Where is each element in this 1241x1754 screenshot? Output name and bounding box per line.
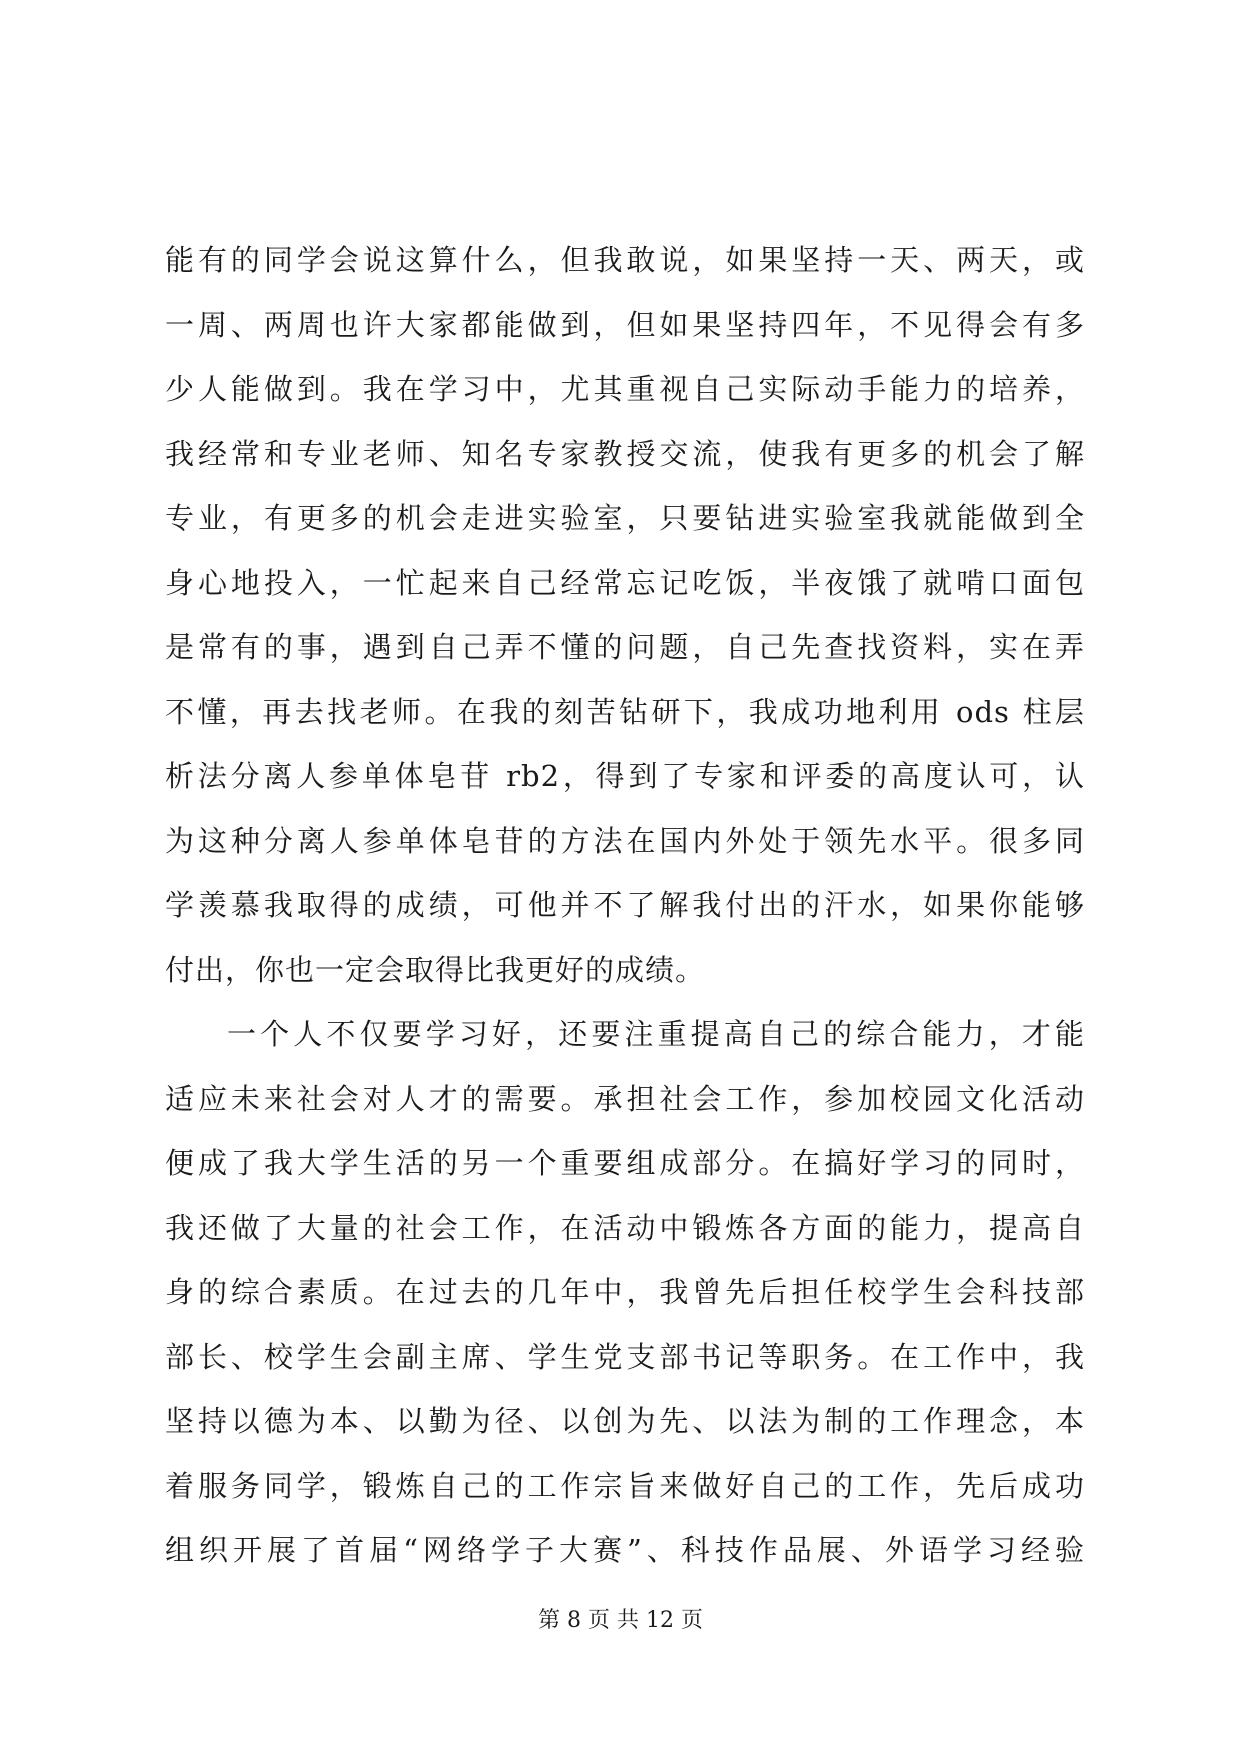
text-line: 付出，你也一定会取得比我更好的成绩。	[165, 952, 706, 987]
body-text	[165, 228, 1085, 1583]
text-line: 坚持以德为本、以勤为径、以创为先、以法为制的工作理念，本	[165, 1404, 1085, 1438]
text-line: 析法分离人参单体皂苷 rb2，得到了专家和评委的高度认可，认	[165, 759, 1085, 793]
text-line: 身的综合素质。在过去的几年中，我曾先后担任校学生会科技部	[165, 1275, 1085, 1309]
text-line: 为这种分离人参单体皂苷的方法在国内外处于领先水平。很多同	[165, 823, 1085, 858]
text-line: 着服务同学，锻炼自己的工作宗旨来做好自己的工作，先后成功	[165, 1468, 1085, 1503]
text-line: 学羡慕我取得的成绩，可他并不了解我付出的汗水，如果你能够	[165, 888, 1085, 922]
page-footer: 第 8 页 共 12 页	[538, 1608, 703, 1633]
text-line: 部长、校学生会副主席、学生党支部书记等职务。在工作中，我	[165, 1339, 1085, 1374]
text-line: 能有的同学会说这算什么，但我敢说，如果坚持一天、两天，或	[165, 243, 1085, 277]
text-line: 我经常和专业老师、知名专家教授交流，使我有更多的机会了解	[165, 436, 1085, 471]
text-line: 是常有的事，遇到自己弄不懂的问题，自己先查找资料，实在弄	[165, 630, 1085, 664]
text-line: 便成了我大学生活的另一个重要组成部分。在搞好学习的同时，	[165, 1146, 1085, 1180]
text-line: 身心地投入，一忙起来自己经常忘记吃饭，半夜饿了就啃口面包	[165, 565, 1085, 600]
text-line: 一个人不仅要学习好，还要注重提高自己的综合能力，才能	[227, 1017, 1085, 1051]
text-line: 专业，有更多的机会走进实验室，只要钻进实验室我就能做到全	[165, 501, 1085, 535]
text-line: 不懂，再去找老师。在我的刻苦钻研下，我成功地利用 ods 柱层	[165, 694, 1085, 729]
text-line: 适应未来社会对人才的需要。承担社会工作，参加校园文化活动	[165, 1081, 1085, 1116]
text-line: 我还做了大量的社会工作，在活动中锻炼各方面的能力，提高自	[165, 1210, 1085, 1245]
text-line: 一周、两周也许大家都能做到，但如果坚持四年，不见得会有多	[165, 307, 1085, 342]
text-line: 组织开展了首届“网络学子大赛”、科技作品展、外语学习经验	[165, 1533, 1085, 1567]
text-line: 少人能做到。我在学习中，尤其重视自己实际动手能力的培养，	[165, 372, 1085, 406]
